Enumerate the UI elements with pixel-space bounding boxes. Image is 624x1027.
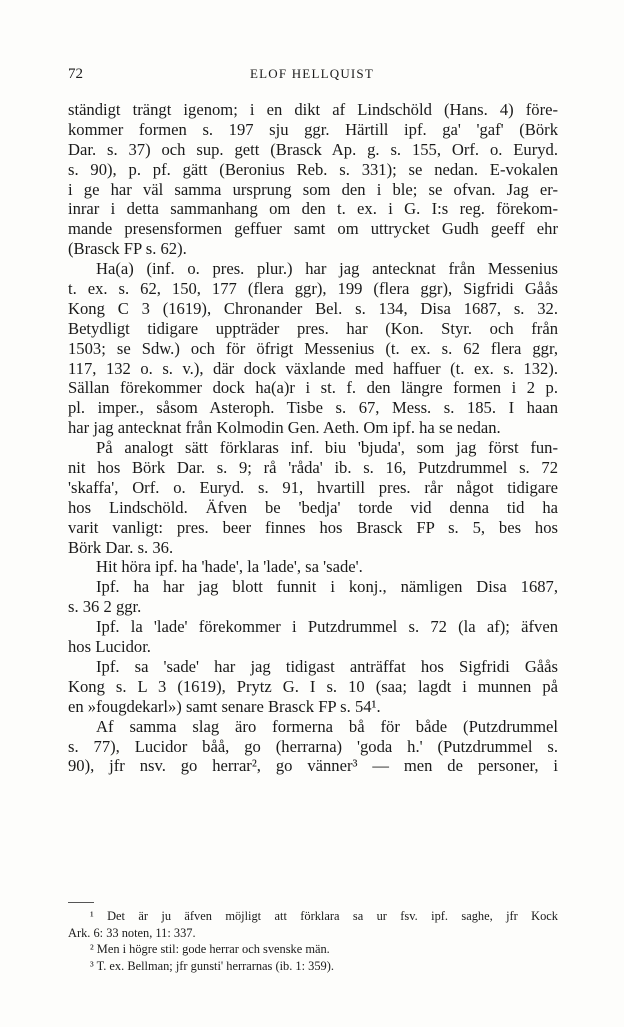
text-line: 1503; se Sdw.) och för öfrigt Messenius (t. ex. s. 62 flera ggr, [68, 338, 558, 358]
text-line: Dar. s. 37) och sup. gett (Brasck Ap. g. s. 155, Orf. o. Euryd. [68, 139, 558, 159]
footnote-line: ² Men i högre stil: gode herrar och svenske män. [90, 942, 330, 956]
text-line: ständigt trängt igenom; i en dikt af Lindschöld (Hans. 4) före- [68, 100, 558, 119]
text-line: kommer formen s. 197 sju ggr. Härtill ipf. ga' 'gaf' (Börk [68, 119, 558, 139]
text-line: Ipf. ha har jag blott funnit i konj., nämligen Disa 1687, [96, 577, 558, 597]
footnote-line: ¹ Det är ju äfven möjligt att förklara sa ur fsv. ipf. saghe, jfr Kock [90, 909, 558, 923]
text-line: Betydligt tidigare uppträder pres. har (Kon. Styr. och från [68, 318, 558, 338]
text-line: en »fougdekarl») samt senare Brasck FP s. 54¹. [68, 696, 381, 716]
text-line: i ge har väl samma ursprung som den i ble; se ofvan. Jag er- [68, 179, 558, 199]
text-line: Ipf. sa 'sade' har jag tidigast anträffat hos Sigfridi Gåås [96, 656, 558, 676]
text-line: Kong C 3 (1619), Chronander Bel. s. 134, Disa 1687, s. 32. [68, 298, 558, 318]
footnote-line: Ark. 6: 33 noten, 11: 337. [68, 925, 196, 940]
text-line: nit hos Börk Dar. s. 9; rå 'råda' ib. s. 16, Putzdrummel s. 72 [68, 458, 558, 478]
text-line: Af samma slag äro formerna bå för både (Putzdrummel [96, 716, 558, 736]
text-line: På analogt sätt förklaras inf. biu 'bjuda', som jag först fun- [96, 438, 558, 458]
text-line: t. ex. s. 62, 150, 177 (flera ggr), 199 (flera ggr), Sigfridi Gåås [68, 279, 558, 299]
page-number: 72 [68, 66, 83, 82]
running-head: ELOF HELLQUIST [249, 66, 375, 81]
text-line: hos Lindschöld. Äfven be 'bedja' torde vid denna tid ha [68, 497, 558, 517]
footnotes [68, 908, 558, 974]
text-line: Börk Dar. s. 36. [68, 537, 174, 557]
text-line: Ha(a) (inf. o. pres. plur.) har jag antecknat från Messenius [96, 259, 558, 279]
footnote-rule [68, 902, 94, 903]
text-line: Hit höra ipf. ha 'hade', la 'lade', sa 'sade'. [96, 557, 363, 577]
text-line: s. 90), p. pf. gätt (Beronius Reb. s. 331); se nedan. E-vokalen [68, 159, 558, 179]
footnote-line: ³ T. ex. Bellman; jfr gunsti' herrarnas (ib. 1: 359). [90, 958, 334, 973]
text-line: Sällan förekommer dock ha(a)r i st. f. den längre formen i 2 p. [68, 378, 558, 398]
text-line: inrar i detta sammanhang om den t. ex. i G. I:s reg. förekom- [68, 199, 558, 219]
text-line: Kong s. L 3 (1619), Prytz G. I s. 10 (saa; lagdt i munnen på [68, 676, 558, 696]
text-line: 'skaffa', Orf. o. Euryd. s. 91, hvartill pres. rår något tidigare [68, 477, 558, 497]
text-line: pl. imper., såsom Asteroph. Tisbe s. 67, Mess. s. 185. I haan [68, 398, 558, 418]
text-line: (Brasck FP s. 62). [68, 239, 187, 259]
text-line: s. 36 2 ggr. [68, 597, 142, 617]
text-line: hos Lucidor. [68, 637, 151, 657]
text-line: 90), jfr nsv. go herrar², go vänner³ — men de personer, i [68, 756, 558, 776]
text-line: Ipf. la 'lade' förekommer i Putzdrummel s. 72 (la af); äfven [96, 617, 558, 637]
text-line: varit vanligt: pres. beer finnes hos Brasck FP s. 5, bes hos [68, 517, 558, 537]
text-line: har jag antecknat från Kolmodin Gen. Aeth. Om ipf. ha se nedan. [68, 418, 501, 438]
text-line: s. 77), Lucidor båå, go (herrarna) 'goda h.' (Putzdrummel s. [68, 736, 558, 756]
text-line: 117, 132 o. s. v.), där dock växlande med haffuer (t. ex. s. 132). [68, 358, 558, 378]
text-line: mande presensformen geffuer samt om uttrycket Gudh geeff ehr [68, 219, 558, 239]
body-text [68, 100, 558, 776]
